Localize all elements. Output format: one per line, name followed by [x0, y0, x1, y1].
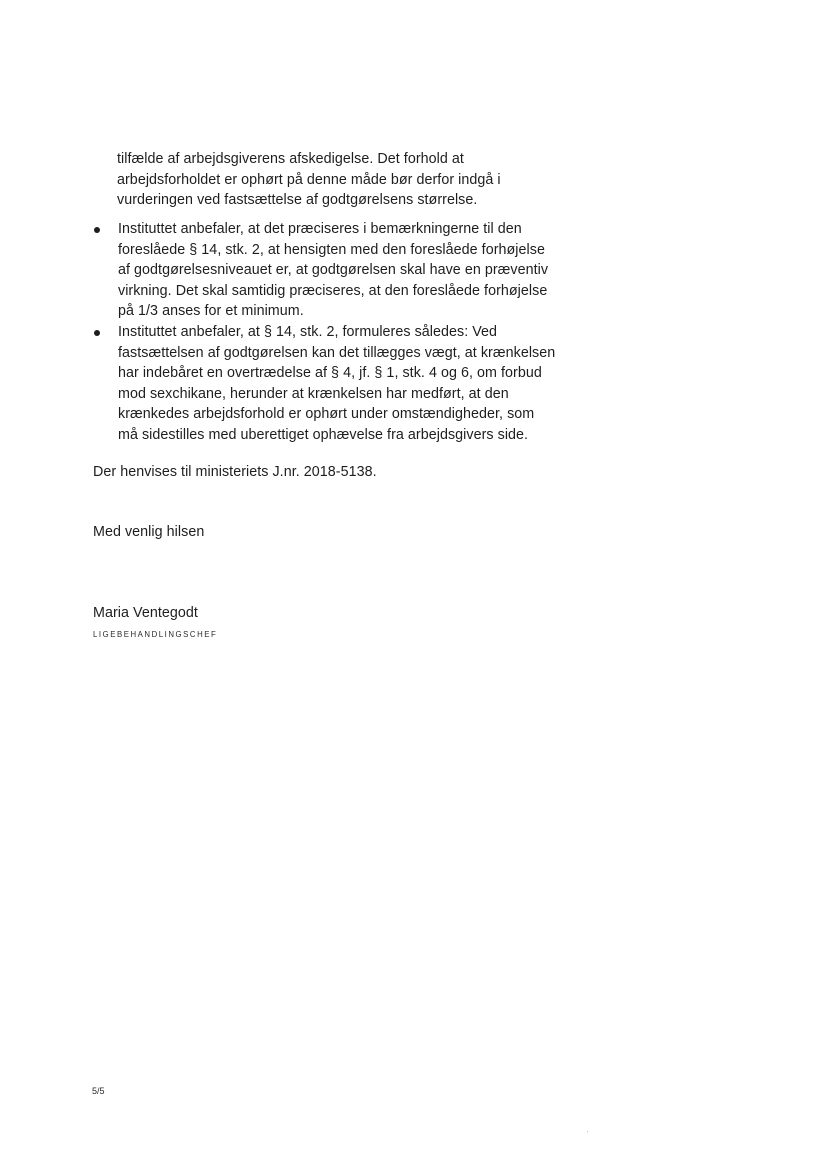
bullet-line: virkning. Det skal samtidig præciseres, at den foreslåede forhøjelse [118, 282, 548, 299]
recommendation-list [93, 219, 573, 446]
scan-speck [587, 1131, 588, 1132]
recommendation-item [93, 322, 573, 446]
continuation-paragraph [117, 149, 577, 211]
bullet-icon [94, 227, 100, 233]
bullet-line: må sidestilles med uberettiget ophævelse fra arbejdsgivers side. [118, 426, 529, 443]
bullet-line: af godtgørelsesniveauet er, at godtgørelsen skal have en præventiv [118, 262, 549, 279]
recommendation-item [93, 219, 573, 322]
bullet-line: på 1/3 anses for et minimum. [118, 303, 304, 320]
bullet-line: har indebåret en overtrædelse af § 4, jf. § 1, stk. 4 og 6, om forbud [118, 365, 542, 382]
bullet-line: mod sexchikane, herunder at krænkelsen har medført, at den [118, 385, 509, 402]
bullet-line: krænkedes arbejdsforhold er ophørt under omstændigheder, som [118, 406, 535, 423]
page-number: 5/5 [92, 1086, 105, 1096]
closing-greeting: Med venlig hilsen [93, 524, 205, 540]
paragraph-line: tilfælde af arbejdsgiverens afskedigelse. Det forhold at [117, 151, 464, 167]
paragraph-line: vurderingen ved fastsættelse af godtgørelsens størrelse. [117, 192, 478, 209]
reference-line: Der henvises til ministeriets J.nr. 2018-5138. [93, 464, 377, 480]
bullet-line: Instituttet anbefaler, at det præciseres i bemærkningerne til den [118, 221, 522, 237]
signer-name: Maria Ventegodt [93, 605, 198, 621]
bullet-line: foreslåede § 14, stk. 2, at hensigten med den foreslåede forhøjelse [118, 241, 545, 258]
bullet-icon [94, 330, 100, 336]
paragraph-line: arbejdsforholdet er ophørt på denne måde bør derfor indgå i [117, 171, 501, 188]
bullet-line: Instituttet anbefaler, at § 14, stk. 2, formuleres således: Ved [118, 323, 498, 340]
signer-title: LIGEBEHANDLINGSCHEF [93, 630, 218, 639]
bullet-line: fastsættelsen af godtgørelsen kan det tillægges vægt, at krænkelsen [118, 344, 556, 361]
